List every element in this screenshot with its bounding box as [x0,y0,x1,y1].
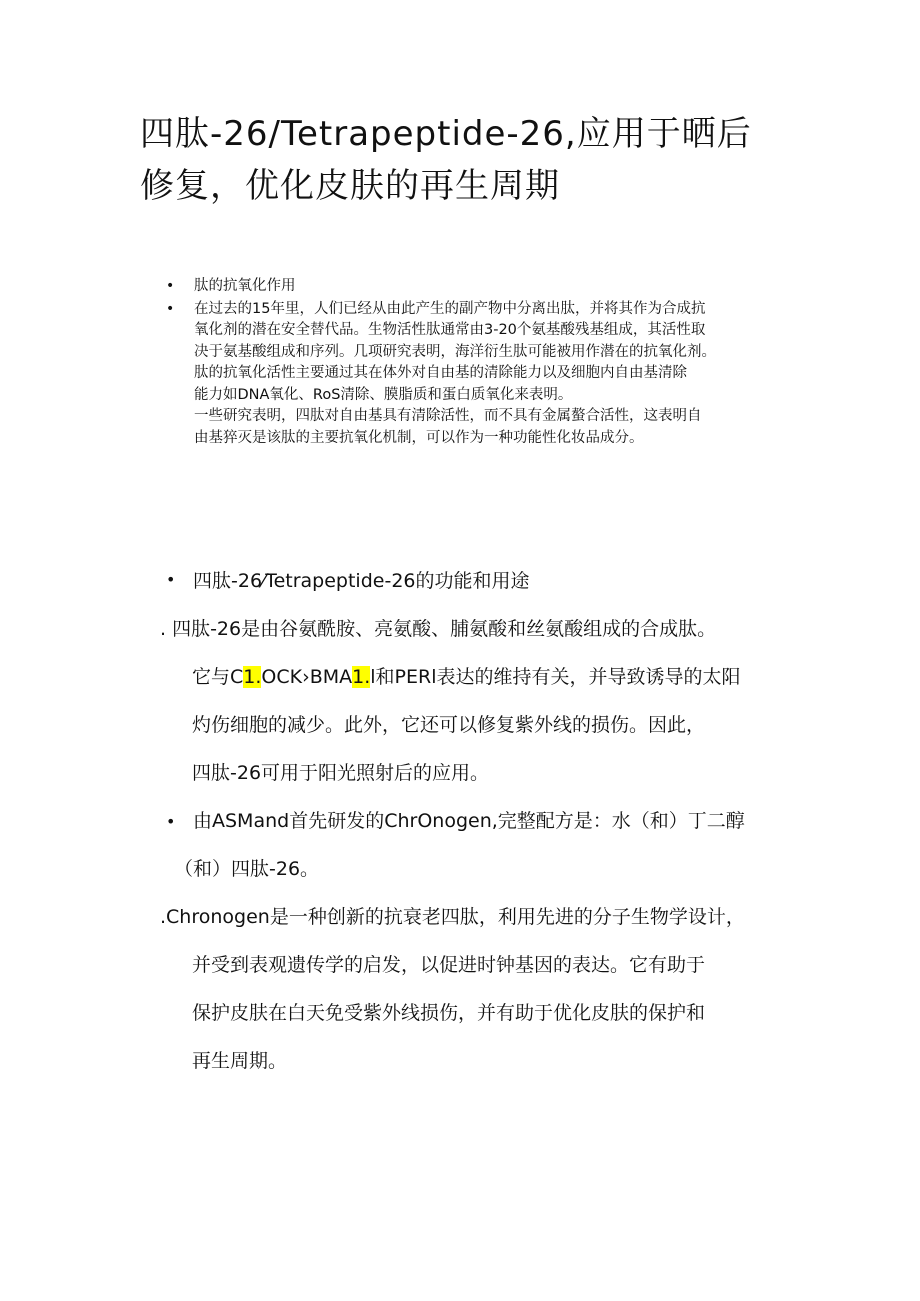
paragraph-line: （和）四肽-26。 [174,858,320,880]
paragraph-line: 并受到表观遗传学的启发，以促进时钟基因的表达。它有助于 [192,954,706,976]
section-heading: 四肽-26⁄Tetrapeptide-26的功能和用途 [193,570,530,592]
paragraph-line: 灼伤细胞的减少。此外，它还可以修复紫外线的损伤。因此， [192,714,706,736]
paragraph-line: 肽的抗氧化活性主要通过其在体外对自由基的清除能力以及细胞内自由基清除 [194,365,687,381]
bullet-icon: • [166,570,176,589]
title-line-2: 修复，优化皮肤的再生周期 [140,166,560,206]
section-heading: 肽的抗氧化作用 [194,278,296,294]
paragraph-line: . 四肽-26是由谷氨酰胺、亮氨酸、脯氨酸和丝氨酸组成的合成肽。 [160,618,717,640]
paragraph-line: 四肽-26可用于阳光照射后的应用。 [192,762,490,784]
paragraph-line: 由基猝灭是该肽的主要抗氧化机制，可以作为一种功能性化妆品成分。 [194,429,644,446]
list-item [166,276,806,298]
paragraph-line: 再生周期。 [192,1050,288,1072]
paragraph-line: 一些研究表明，四肽对自由基具有清除活性，而不具有金属螯合活性，这表明自 [194,408,702,424]
paragraph-line: .Chronogen是一种创新的抗衰老四肽，利用先进的分子生物学设计， [160,906,745,928]
paragraph-line: 能力如DNA氧化、RoS清除、膜脂质和蛋白质氧化来表明。 [194,386,573,403]
title-line-1: 四肽-26/Tetrapeptide-26,应用于晒后 [140,114,752,154]
highlight: 1. [243,666,262,688]
page-title [140,108,820,212]
bullet-icon: • [166,812,176,831]
paragraph-line: 它与C1.OCK›BMA1.l和PERl表达的维持有关，并导致诱导的太阳 [192,666,741,688]
paragraph-line: 氧化剂的潜在安全替代品。生物活性肽通常由3-20个氨基酸残基组成，其活性取 [194,322,706,338]
list-item [166,299,806,450]
paragraph-line: 在过去的15年里，人们已经从由此产生的副产物中分离出肽，并将其作为合成抗 [194,300,706,317]
paragraph-line: 决于氨基酸组成和序列。几项研究表明，海洋衍生肽可能被用作潜在的抗氧化剂。 [194,343,716,360]
paragraph-line: 由ASMand首先研发的ChrOnogen,完整配方是：水（和）丁二醇 [193,810,745,832]
antioxidant-section [166,276,806,449]
highlight: 1. [352,666,371,688]
paragraph-line: 保护皮肤在白天免受紫外线损伤，并有助于优化皮肤的保护和 [192,1002,706,1024]
bullet-icon: • [166,278,175,294]
bullet-icon: • [166,300,175,317]
